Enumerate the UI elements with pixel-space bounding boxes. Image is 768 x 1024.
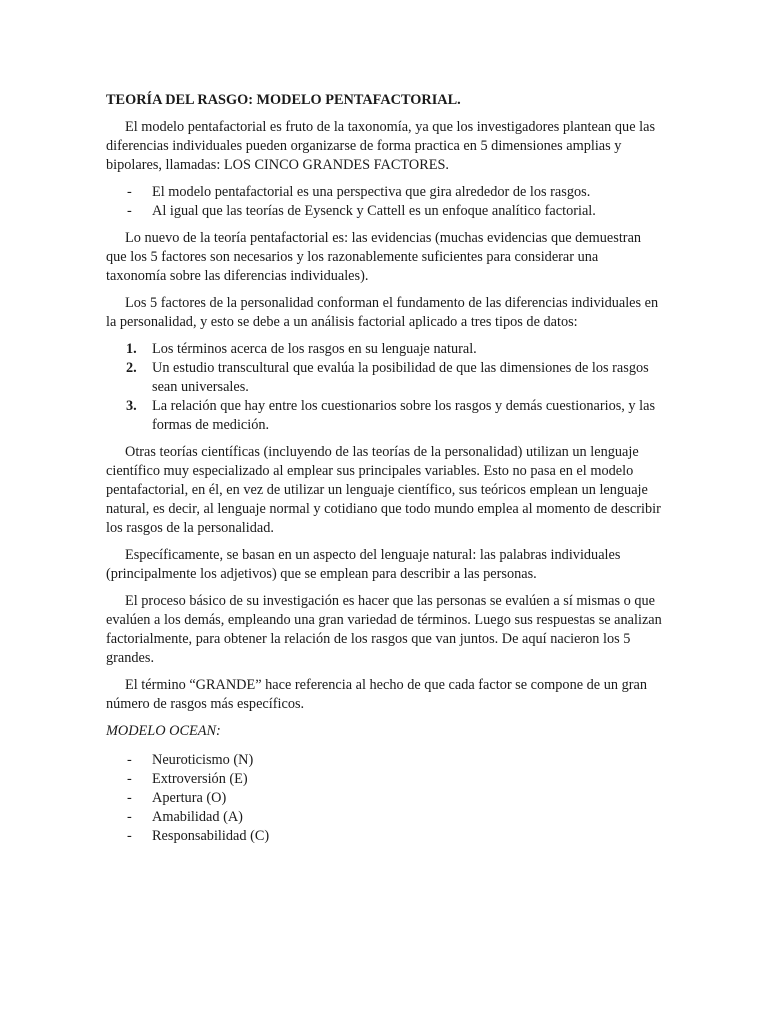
bullet-list-features <box>106 183 662 221</box>
list-item <box>106 340 662 359</box>
paragraph-evidence: Lo nuevo de la teoría pentafactorial es: las evidencias (muchas evidencias que demuestran que los 5 factores son necesarios y los razonablemente suficientes para considerar una taxonomía sobre las diferencias individuales). <box>106 230 642 284</box>
intro-paragraph: El modelo pentafactorial es fruto de la taxonomía, ya que los investigadores plantean que las diferencias individuales pueden organizarse de forma practica en 5 dimensiones amplias y bipolares, llamadas: LOS CINCO GRANDES FACTORES. <box>106 119 656 173</box>
dash-marker: - <box>127 752 132 768</box>
paragraph-scientific-language: Otras teorías científicas (incluyendo de las teorías de la personalidad) utilizan un lenguaje científico muy especializado al emplear sus principales variables. Esto no pasa en el modelo pentafactorial, en él, en vez de utilizar un lenguaje científico, sus teóricos emplean un lenguaje natural, es decir, al lenguaje normal y cotidiano que todo mundo emplea al momento de describir los rasgos de la personalidad. <box>106 444 661 536</box>
number-marker: 3. <box>126 398 137 414</box>
dash-marker: - <box>127 809 132 825</box>
dash-marker: - <box>127 771 132 787</box>
list-item <box>106 770 662 789</box>
list-item <box>106 202 662 221</box>
list-item-text: Apertura (O) <box>152 790 227 806</box>
number-marker: 2. <box>126 360 137 376</box>
list-item-text: Neuroticismo (N) <box>152 752 254 768</box>
paragraph-natural-language: Específicamente, se basan en un aspecto del lenguaje natural: las palabras individuales (principalmente los adjetivos) que se emplean para describir a las personas. <box>106 547 621 582</box>
list-item-text: Al igual que las teorías de Eysenck y Cattell es un enfoque analítico factorial. <box>152 203 596 219</box>
list-item-text: Un estudio transcultural que evalúa la posibilidad de que las dimensiones de los rasgos sean universales. <box>152 360 649 395</box>
ocean-heading: MODELO OCEAN: <box>106 723 221 739</box>
list-item-text: El modelo pentafactorial es una perspectiva que gira alrededor de los rasgos. <box>152 184 591 200</box>
document-title: TEORÍA DEL RASGO: MODELO PENTAFACTORIAL. <box>106 92 461 108</box>
list-item-text: Responsabilidad (C) <box>152 828 270 844</box>
list-item <box>106 183 662 202</box>
list-item-text: Los términos acerca de los rasgos en su lenguaje natural. <box>152 341 477 357</box>
paragraph-factors: Los 5 factores de la personalidad conforman el fundamento de las diferencias individuales en la personalidad, y esto se debe a un análisis factorial aplicado a tres tipos de datos: <box>106 295 659 330</box>
numbered-list-data-types <box>106 340 662 435</box>
dash-marker: - <box>127 790 132 806</box>
dash-marker: - <box>127 203 132 219</box>
number-marker: 1. <box>126 341 137 357</box>
list-item-text: Extroversión (E) <box>152 771 248 787</box>
paragraph-research-process: El proceso básico de su investigación es hacer que las personas se evalúen a sí mismas o que evalúen a los demás, empleando una gran variedad de términos. Luego sus respuestas se analizan factorialmente, para obtener la relación de los rasgos que van juntos. De aquí nacieron los 5 grandes. <box>106 593 662 666</box>
list-item-text: Amabilidad (A) <box>152 809 243 825</box>
list-item-text: La relación que hay entre los cuestionarios sobre los rasgos y demás cuestionarios, y las formas de medición. <box>152 398 656 433</box>
list-item <box>106 789 662 808</box>
paragraph-grande-term: El término “GRANDE” hace referencia al hecho de que cada factor se compone de un gran número de rasgos más específicos. <box>106 677 647 712</box>
list-item <box>106 827 662 846</box>
list-item <box>106 359 662 397</box>
dash-marker: - <box>127 184 132 200</box>
list-item <box>106 751 662 770</box>
dash-marker: - <box>127 828 132 844</box>
list-item <box>106 808 662 827</box>
list-item <box>106 397 662 435</box>
ocean-list <box>106 751 662 846</box>
document-page <box>106 91 662 854</box>
